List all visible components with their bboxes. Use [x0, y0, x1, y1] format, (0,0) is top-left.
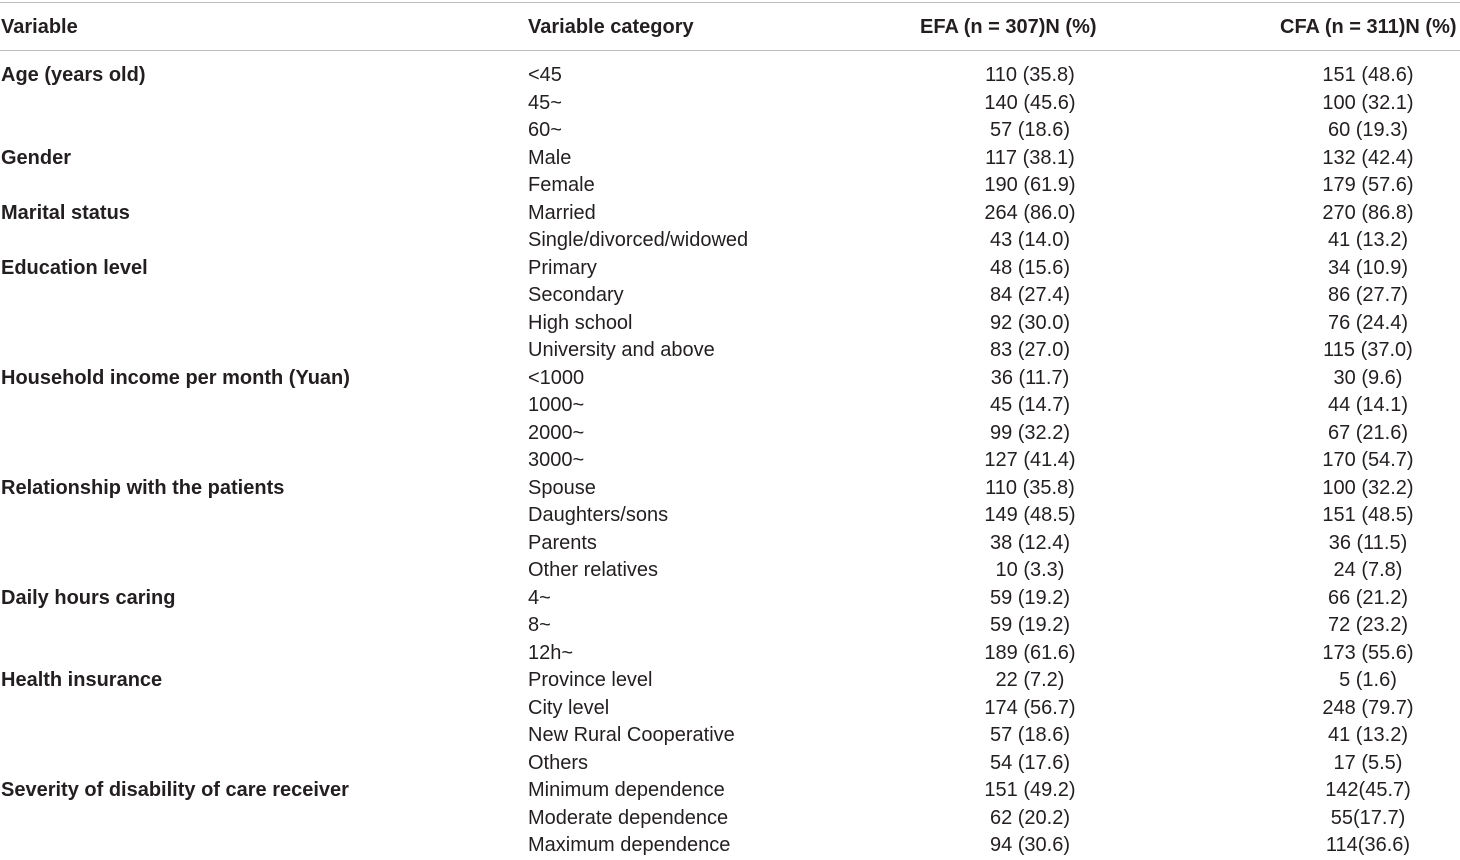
cell-efa: 84 (27.4) — [989, 284, 1071, 306]
cell-cfa: 17 (5.5) — [1333, 751, 1403, 774]
cell-efa: 10 (3.3) — [995, 559, 1065, 581]
table-row — [0, 310, 1460, 338]
cell-efa: 38 (12.4) — [989, 531, 1071, 554]
cell-cfa: 60 (19.3) — [1327, 119, 1409, 141]
cell-cfa: 179 (57.6) — [1322, 174, 1414, 196]
cell-category: New Rural Cooperative — [528, 724, 735, 746]
table-row — [0, 62, 1460, 90]
table-row — [0, 392, 1460, 420]
cell-category: Single/divorced/widowed — [528, 229, 749, 251]
cell-efa: 22 (7.2) — [995, 669, 1065, 691]
cell-efa: 36 (11.7) — [990, 366, 1070, 389]
cell-category: Others — [528, 751, 589, 774]
cell-efa: 54 (17.6) — [989, 751, 1071, 774]
cell-cfa: 151 (48.5) — [1322, 504, 1414, 526]
cell-category: High school — [528, 311, 633, 334]
cell-efa: 140 (45.6) — [984, 91, 1076, 114]
cell-efa: 110 (35.8) — [985, 476, 1075, 499]
cell-category: City level — [528, 696, 610, 719]
cell-efa: 59 (19.2) — [989, 614, 1071, 636]
table-row — [0, 145, 1460, 173]
table-row — [0, 805, 1460, 833]
cell-variable: Marital status — [1, 201, 130, 224]
cell-variable: Household income per month (Yuan) — [1, 366, 350, 389]
cell-cfa: 270 (86.8) — [1322, 201, 1414, 224]
cell-efa: 117 (38.1) — [985, 146, 1075, 169]
header-variable-category: Variable category — [528, 16, 694, 38]
cell-category: 8~ — [528, 614, 551, 636]
cell-category: Primary — [528, 256, 597, 279]
table-row — [0, 255, 1460, 283]
table-row — [0, 337, 1460, 365]
cell-efa: 99 (32.2) — [989, 421, 1071, 444]
cell-variable: Daily hours caring — [1, 586, 176, 609]
cell-cfa: 170 (54.7) — [1322, 449, 1414, 471]
cell-cfa: 114(36.6) — [1325, 834, 1411, 856]
cell-category: 12h~ — [528, 641, 574, 664]
table-body — [0, 62, 1460, 860]
cell-cfa: 24 (7.8) — [1333, 559, 1403, 581]
cell-category: Maximum dependence — [528, 834, 731, 856]
cell-cfa: 248 (79.7) — [1322, 696, 1414, 719]
cell-cfa: 72 (23.2) — [1327, 614, 1409, 636]
cell-cfa: 5 (1.6) — [1339, 669, 1397, 691]
cell-efa: 94 (30.6) — [989, 834, 1071, 856]
cell-cfa: 86 (27.7) — [1327, 284, 1409, 306]
cell-category: Parents — [528, 531, 597, 554]
table-row — [0, 722, 1460, 750]
table-row — [0, 227, 1460, 255]
cell-efa: 43 (14.0) — [989, 229, 1071, 251]
cell-category: Daughters/sons — [528, 504, 669, 526]
cell-cfa: 30 (9.6) — [1333, 366, 1403, 389]
cell-category: <45 — [528, 64, 562, 86]
table-header-row — [0, 12, 1460, 42]
table-row — [0, 172, 1460, 200]
cell-category: Male — [528, 146, 572, 169]
cell-cfa: 44 (14.1) — [1327, 394, 1409, 416]
cell-efa: 174 (56.7) — [984, 696, 1076, 719]
table-row — [0, 557, 1460, 585]
cell-cfa: 41 (13.2) — [1327, 229, 1409, 251]
cell-category: <1000 — [528, 366, 585, 389]
cell-efa: 264 (86.0) — [984, 201, 1076, 224]
cell-cfa: 36 (11.5) — [1328, 531, 1408, 554]
cell-cfa: 142(45.7) — [1325, 779, 1411, 801]
header-efa: EFA (n = 307)N (%) — [920, 16, 1097, 38]
cell-variable: Severity of disability of care receiver — [1, 779, 349, 801]
table-row — [0, 365, 1460, 393]
table-row — [0, 640, 1460, 668]
table-row — [0, 750, 1460, 778]
table-row — [0, 777, 1460, 805]
cell-cfa: 66 (21.2) — [1327, 586, 1409, 609]
table-row — [0, 695, 1460, 723]
cell-category: Spouse — [528, 476, 596, 499]
cell-efa: 59 (19.2) — [989, 586, 1071, 609]
table-top-rule — [0, 2, 1460, 3]
cell-cfa: 151 (48.6) — [1322, 64, 1414, 86]
table-row — [0, 90, 1460, 118]
table-row — [0, 117, 1460, 145]
cell-efa: 149 (48.5) — [984, 504, 1076, 526]
cell-efa: 151 (49.2) — [984, 779, 1076, 801]
cell-efa: 45 (14.7) — [989, 394, 1071, 416]
cell-efa: 57 (18.6) — [989, 724, 1071, 746]
cell-variable: Relationship with the patients — [1, 476, 285, 499]
cell-category: 45~ — [528, 91, 562, 114]
cell-variable: Education level — [1, 256, 148, 279]
cell-category: 2000~ — [528, 421, 585, 444]
cell-category: 60~ — [528, 119, 562, 141]
cell-category: Secondary — [528, 284, 624, 306]
table-row — [0, 475, 1460, 503]
cell-efa: 57 (18.6) — [989, 119, 1071, 141]
table-row — [0, 200, 1460, 228]
cell-cfa: 100 (32.1) — [1322, 91, 1414, 114]
cell-variable: Age (years old) — [1, 64, 146, 86]
cell-efa: 127 (41.4) — [984, 449, 1076, 471]
cell-category: 4~ — [528, 586, 551, 609]
header-cfa: CFA (n = 311)N (%) — [1280, 16, 1457, 38]
table-row — [0, 585, 1460, 613]
cell-variable: Health insurance — [1, 669, 163, 691]
cell-variable: Gender — [1, 146, 72, 169]
table-row — [0, 447, 1460, 475]
cell-efa: 189 (61.6) — [984, 641, 1076, 664]
table-row — [0, 612, 1460, 640]
table-row — [0, 420, 1460, 448]
cell-cfa: 67 (21.6) — [1327, 421, 1409, 444]
table-row — [0, 832, 1460, 860]
cell-efa: 110 (35.8) — [985, 64, 1075, 86]
cell-category: University and above — [528, 339, 715, 361]
cell-category: Province level — [528, 669, 653, 691]
cell-category: Married — [528, 201, 596, 224]
cell-cfa: 100 (32.2) — [1322, 476, 1414, 499]
cell-efa: 92 (30.0) — [989, 311, 1071, 334]
cell-cfa: 55(17.7) — [1330, 806, 1406, 829]
table-row — [0, 667, 1460, 695]
table-row — [0, 530, 1460, 558]
cell-efa: 62 (20.2) — [989, 806, 1071, 829]
cell-category: Minimum dependence — [528, 779, 725, 801]
table-row — [0, 502, 1460, 530]
header-variable: Variable — [1, 16, 78, 38]
cell-efa: 190 (61.9) — [984, 174, 1076, 196]
cell-category: Female — [528, 174, 595, 196]
cell-cfa: 173 (55.6) — [1322, 641, 1414, 664]
cell-category: Other relatives — [528, 559, 659, 581]
cell-cfa: 115 (37.0) — [1323, 339, 1413, 361]
cell-cfa: 34 (10.9) — [1327, 256, 1409, 279]
cell-category: Moderate dependence — [528, 806, 729, 829]
cell-cfa: 132 (42.4) — [1322, 146, 1414, 169]
cell-category: 1000~ — [528, 394, 585, 416]
cell-category: 3000~ — [528, 449, 585, 471]
cell-cfa: 41 (13.2) — [1327, 724, 1409, 746]
cell-efa: 48 (15.6) — [989, 256, 1071, 279]
cell-cfa: 76 (24.4) — [1327, 311, 1409, 334]
table-row — [0, 282, 1460, 310]
table-header-rule — [0, 50, 1460, 51]
cell-efa: 83 (27.0) — [989, 339, 1071, 361]
